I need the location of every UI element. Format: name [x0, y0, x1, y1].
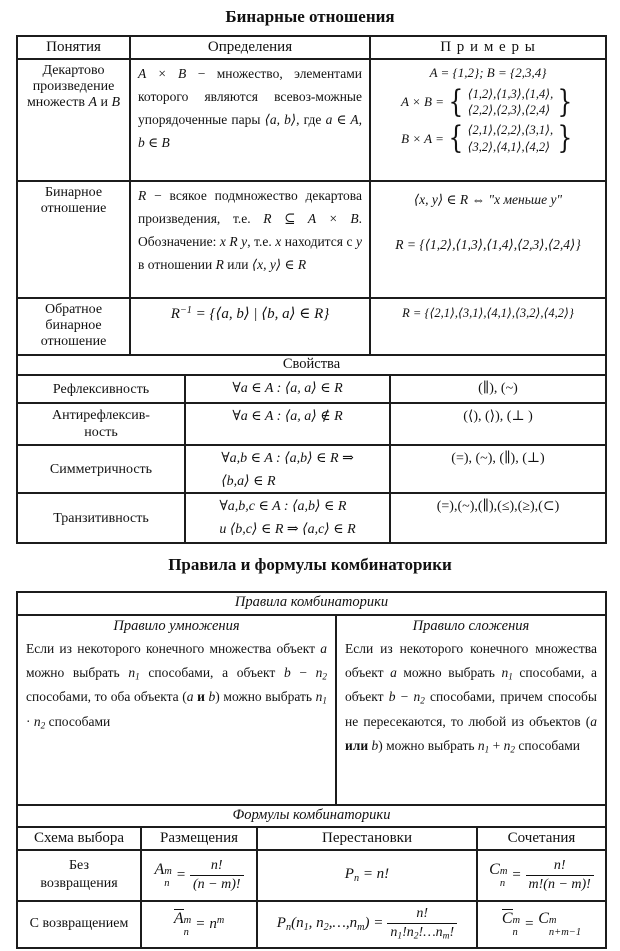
combinations-no-repetition-formula	[478, 851, 605, 902]
column-header-combinations: Сочетания	[478, 828, 605, 851]
rules-header: Правила комбинаторики	[18, 593, 605, 616]
close-brace: }	[557, 120, 573, 157]
cartesian-concept-text: Декартово произведение множеств A и B	[26, 63, 121, 111]
column-header-permutations: Перестановки	[258, 828, 478, 851]
combinations-with-repetition-formula	[478, 902, 605, 947]
fraction: $\frac{n!}{n1!n2!\dots nm!}$	[387, 905, 457, 943]
binary-concept-text: Бинарное отношение	[40, 185, 107, 217]
property-examples-transitivity: (=),(~),(∥),(≤),(≥),(⊂)	[436, 499, 560, 515]
formula-prefix: Pn(n1, n2,…,nm) =	[276, 915, 384, 934]
equals-sign: =	[511, 866, 522, 883]
arrangements-with-repetition-formula	[142, 902, 258, 947]
property-name-symmetry: Симметричность	[18, 446, 186, 494]
fraction: $\frac{n!}{m!(n - m)!}$	[526, 857, 594, 893]
cell-binary-concept	[18, 182, 131, 299]
property-examples-reflexivity: (∥), (~)	[391, 376, 605, 404]
def-line: ⟨b,a⟩ ∈ R	[221, 473, 276, 489]
formulas-grid	[18, 828, 605, 947]
multiplication-rule-cell	[18, 616, 337, 806]
binary-example-set: R = {⟨1,2⟩,⟨1,3⟩,⟨1,4⟩,⟨2,3⟩,⟨2,4⟩}	[395, 237, 581, 253]
cell-cartesian-definition	[131, 60, 371, 182]
def-line: и ⟨b,c⟩ ∈ R ⇒ ⟨a,c⟩ ∈ R	[219, 521, 356, 537]
power-expression: $n^m$	[209, 915, 225, 933]
pairs-line: ⟨2,1⟩,⟨2,2⟩,⟨3,1⟩,	[467, 123, 554, 138]
properties-grid	[18, 376, 605, 542]
header-concepts: Понятия	[18, 37, 131, 60]
relations-main-grid	[18, 37, 605, 356]
multiplication-rule-body: Если из некоторого конечного множества объект a можно выбрать n1 способами, а объект b − n2 способами, то оба объекта (a и b) можно выбрать n1 · n2 способами	[26, 640, 327, 731]
symbol-with-indices: C m n+m−1	[538, 910, 582, 938]
header-definitions: Определения	[131, 37, 371, 60]
binary-definition-text: R − всякое подмножество декартова произведения, т.е. R ⊆ A × B. Обозначение: x R y, т.е. x находится с y в отношении R или ⟨x, y⟩ ∈ R	[138, 188, 362, 273]
b-cross-a-prefix: B × A =	[401, 131, 444, 147]
symbol-with-indices: C m n	[501, 910, 521, 938]
property-def-reflexivity	[186, 376, 391, 404]
property-def-antireflexivity	[186, 404, 391, 446]
property-name-reflexivity: Рефлексивность	[18, 376, 186, 404]
def-line: ∀a,b ∈ A : ⟨a,b⟩ ∈ R ⇒	[221, 451, 354, 467]
cell-binary-definition	[131, 182, 371, 299]
def-line: ∀a ∈ A : ⟨a, a⟩ ∉ R	[232, 409, 343, 425]
symbol-with-indices: C m n	[489, 861, 508, 889]
symbol-with-indices: A m n	[173, 910, 192, 938]
property-examples-symmetry: (=), (~), (∥), (⊥)	[391, 446, 605, 494]
inverse-concept-text: Обратное бинарное отношение	[40, 302, 107, 350]
def-line: ∀a,b,c ∈ A : ⟨a,b⟩ ∈ R	[219, 499, 347, 515]
close-brace: }	[557, 83, 573, 120]
permutations-no-repetition-formula: Pn = n!	[258, 851, 478, 902]
row-label-with-repetition: С возвращением	[18, 902, 142, 947]
open-brace: {	[448, 83, 464, 120]
example-sets: A = {1,2}; B = {2,3,4}	[429, 65, 547, 81]
cell-inverse-example	[371, 299, 605, 356]
property-name-transitivity: Транзитивность	[18, 494, 186, 542]
arrangements-no-repetition-formula	[142, 851, 258, 902]
cell-inverse-definition	[131, 299, 371, 356]
cell-inverse-concept	[18, 299, 131, 356]
permutations-with-repetition-formula	[258, 902, 478, 947]
multiplication-rule-title: Правило умножения	[113, 617, 240, 634]
property-name-antireflexivity: Антирефлексив-ность	[18, 404, 186, 446]
column-header-arrangements: Размещения	[142, 828, 258, 851]
pairs-line: ⟨3,2⟩,⟨4,1⟩,⟨4,2⟩	[467, 140, 550, 155]
rules-grid	[18, 616, 605, 806]
def-line: ∀a ∈ A : ⟨a, a⟩ ∈ R	[232, 381, 343, 397]
equals-sign: =	[175, 866, 186, 883]
property-examples-antireflexivity: (⟨), (⟩), (⊥ )	[391, 404, 605, 446]
equals-sign: =	[195, 915, 206, 932]
row-label-without-repetition: Без возвращения	[18, 851, 142, 902]
formulas-header: Формулы комбинаторики	[18, 806, 605, 828]
cell-cartesian-examples	[371, 60, 605, 182]
addition-rule-title: Правило сложения	[412, 617, 530, 634]
binary-example-relation: ⟨x, y⟩ ∈ R ⇔ "x меньше y"	[413, 192, 563, 208]
cell-binary-examples	[371, 182, 605, 299]
addition-rule-body: Если из некоторого конечного множества объект a можно выбрать n1 способами, а объект b − n2 способами, причем способы не пересекаются, то любой из объектов (a или b) можно выбрать n1 + n2 способами	[345, 640, 597, 755]
addition-rule-cell	[337, 616, 605, 806]
property-def-transitivity	[186, 494, 391, 542]
a-cross-b-pairs	[468, 86, 554, 120]
properties-header: Свойства	[18, 356, 605, 376]
fraction: $\frac{n!}{(n - m)!}$	[190, 857, 244, 893]
pairs-line: ⟨2,2⟩,⟨2,3⟩,⟨2,4⟩	[467, 103, 551, 118]
b-cross-a-pairs	[468, 122, 554, 156]
relations-table	[16, 35, 607, 544]
combinatorics-table	[16, 591, 607, 949]
pairs-line: ⟨1,2⟩,⟨1,3⟩,⟨1,4⟩,	[467, 86, 554, 101]
combinatorics-title: Правила и формулы комбинаторики	[168, 555, 452, 575]
example-b-cross-a	[401, 122, 575, 156]
open-brace: {	[448, 120, 464, 157]
example-a-cross-b	[401, 83, 575, 120]
relations-title: Бинарные отношения	[225, 7, 395, 26]
property-def-symmetry	[186, 446, 391, 494]
header-examples: П р и м е р ы	[371, 37, 605, 60]
equals-sign: =	[524, 915, 535, 932]
symbol-with-indices: A m n	[154, 861, 172, 889]
inverse-example-set: R = {⟨2,1⟩,⟨3,1⟩,⟨4,1⟩,⟨3,2⟩,⟨4,2⟩}	[402, 306, 574, 321]
cell-cartesian-concept	[18, 60, 131, 182]
inverse-definition-text: $R^{-1}$ = {⟨a, b⟩ | ⟨b, a⟩ ∈ R}	[170, 305, 330, 323]
column-header-scheme: Схема выбора	[18, 828, 142, 851]
cartesian-definition-text: A × B − множество, элементами которого являются всевоз-можные упорядоченные пары ⟨a, b⟩, где a ∈ A, b ∈ B	[138, 66, 363, 151]
a-cross-b-prefix: A × B =	[401, 94, 444, 110]
